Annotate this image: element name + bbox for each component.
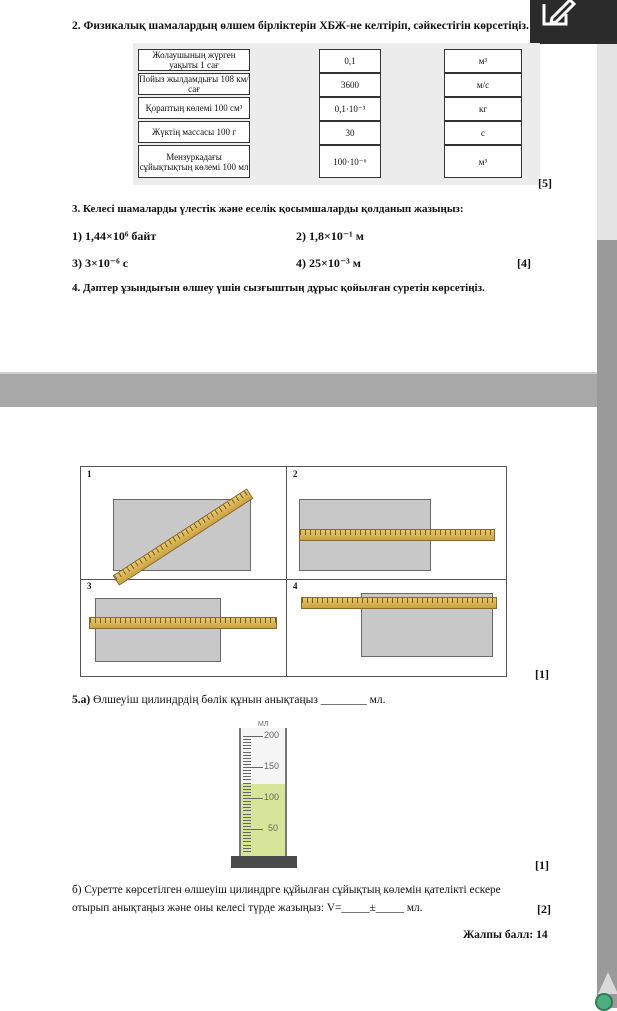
- q5a-score: [1]: [535, 858, 549, 872]
- ruler: [89, 617, 277, 629]
- q5a-unit: мл.: [369, 694, 386, 706]
- cylinder-base: [231, 856, 297, 868]
- tick-minor: [243, 758, 251, 759]
- status-dot-icon[interactable]: [595, 993, 613, 1011]
- tick-minor: [243, 817, 251, 818]
- q5b-line1: б) Суретте көрсетілген өлшеуіш цилиндрге құйылған сұйықтың көлемін қателікті ескере: [72, 884, 501, 896]
- tick-minor: [243, 798, 251, 799]
- edit-button[interactable]: [530, 0, 617, 44]
- scale-label: 200: [264, 730, 280, 740]
- scale-label: 100: [264, 792, 280, 802]
- total-score: Жалпы балл: 14: [463, 929, 548, 941]
- left-cell: Жолаушының жүрген уақыты 1 сағ: [138, 49, 250, 71]
- left-cell: Жүктің массасы 100 г: [138, 121, 250, 143]
- q5a-label: 5.а): [72, 694, 91, 706]
- scale-label: 50: [268, 823, 279, 833]
- tick-minor: [243, 745, 251, 746]
- corner-arrow-icon: [598, 972, 617, 994]
- right-cell: м³: [444, 49, 522, 73]
- tick-minor: [243, 767, 251, 768]
- q3-item: 1) 1,44×10⁶ байт: [72, 229, 157, 243]
- right-cell: кг: [444, 97, 522, 121]
- tick-minor: [243, 838, 251, 839]
- tick-minor: [243, 773, 251, 774]
- tick-minor: [243, 801, 251, 802]
- mid-cell: 0,1·10⁻³: [319, 97, 381, 121]
- notebook: [95, 598, 221, 662]
- q3-item: 2) 1,8×10⁻¹ м: [296, 229, 364, 243]
- tick-minor: [243, 764, 251, 765]
- tick-minor: [243, 783, 251, 784]
- tick-minor: [243, 789, 251, 790]
- tick-minor: [243, 786, 251, 787]
- tick-minor: [243, 770, 251, 771]
- tick-minor: [243, 776, 251, 777]
- tick-minor: [243, 792, 251, 793]
- panel-number: 1: [87, 469, 92, 479]
- right-cell: м/с: [444, 73, 522, 97]
- q5a-text: Өлшеуіш цилиндрдің бөлік құнын анықтаңыз: [93, 694, 318, 706]
- right-cell: м³: [444, 145, 522, 178]
- mid-cell: 3600: [319, 73, 381, 97]
- mid-cell: 0,1: [319, 49, 381, 73]
- cylinder-unit-label: МЛ: [258, 721, 269, 728]
- ruler: [299, 529, 495, 541]
- tick-minor: [243, 736, 251, 737]
- tick-minor: [243, 752, 251, 753]
- tick-minor: [243, 779, 251, 780]
- q5a-blank[interactable]: ________: [320, 694, 367, 706]
- page-separator: [0, 374, 597, 407]
- tick-minor: [243, 742, 251, 743]
- tick-minor: [243, 748, 251, 749]
- tick-minor: [243, 829, 251, 830]
- q4-title: 4. Дәптер ұзындығын өлшеу үшін сызғыштың дұрыс қойылған суретін көрсетіңіз.: [72, 282, 485, 294]
- mid-cell: 100·10⁻⁶: [319, 145, 381, 178]
- q2-title: 2. Физикалық шамалардың өлшем бірліктерін ХБЖ-не келтіріп, сәйкестігін көрсетіңіз.: [72, 20, 529, 32]
- mid-cell: 30: [319, 121, 381, 145]
- tick-minor: [243, 755, 251, 756]
- tick-minor: [243, 804, 251, 805]
- panel-number: 2: [293, 469, 298, 479]
- tick-minor: [243, 841, 251, 842]
- left-cell: Қораптың көлемі 100 см³: [138, 97, 250, 119]
- panel-number: 3: [87, 581, 92, 591]
- tick-minor: [243, 832, 251, 833]
- ruler-pictures: [80, 466, 507, 677]
- ruler: [301, 597, 497, 609]
- matching-table: [133, 43, 540, 185]
- tick-minor: [243, 795, 251, 796]
- left-cell: Пойыз жылдамдығы 108 км/сағ: [139, 74, 249, 94]
- grid-divider: [81, 579, 506, 580]
- right-cell: с: [444, 121, 522, 145]
- left-cell: Мензуркадағы сұйықтықтың көлемі 100 мл: [138, 145, 250, 178]
- tick-minor: [243, 851, 251, 852]
- q5b-score: [2]: [537, 902, 551, 916]
- tick-minor: [243, 826, 251, 827]
- tick-minor: [243, 814, 251, 815]
- q3-title: 3. Келесі шамаларды үлестік және еселік қосымшаларды қолданып жазыңыз:: [72, 203, 464, 215]
- q3-score: [4]: [517, 256, 531, 270]
- edit-icon: [540, 0, 580, 30]
- q4-score: [1]: [535, 667, 549, 681]
- scrollbar-thumb[interactable]: [597, 240, 617, 1008]
- q5b-line2: отырып анықтаңыз және оны келесі түрде жазыңыз: V=_____±_____ мл.: [72, 902, 423, 914]
- panel-number: 4: [293, 581, 298, 591]
- tick-minor: [243, 807, 251, 808]
- tick-minor: [243, 739, 251, 740]
- q2-score: [5]: [538, 176, 552, 190]
- tick-minor: [243, 845, 251, 846]
- tick-minor: [243, 848, 251, 849]
- q3-item: 4) 25×10⁻³ м: [296, 256, 361, 270]
- tick-minor: [243, 820, 251, 821]
- tick-minor: [243, 823, 251, 824]
- grid-divider: [286, 467, 287, 676]
- tick-minor: [243, 835, 251, 836]
- q3-item: 3) 3×10⁻⁶ с: [72, 256, 129, 270]
- scale-label: 150: [264, 761, 280, 771]
- tick-minor: [243, 810, 251, 811]
- tick-minor: [243, 761, 251, 762]
